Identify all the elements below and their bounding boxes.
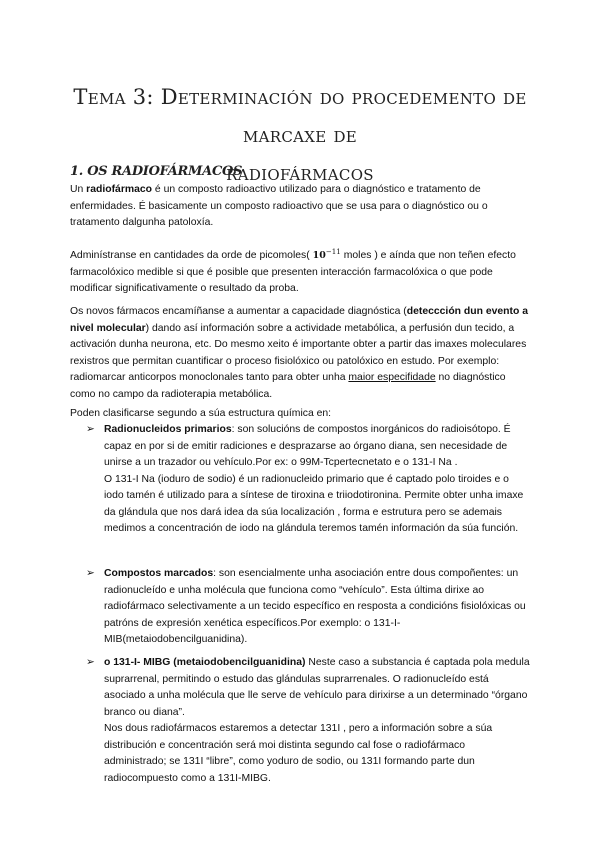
list-item-primary: ➢ Radionucleidos primarios: son solucións de compostos inorgánicos do radioisótopo. É capaz en por si de emitir radiciones e desprazarse ao órgano diana, sen necesidade de unirse a un trazador ou vehículo.Por ex: o 99M-Tcpertecnetato e o 131-I Na . O 131-I Na (ioduro de sodio) é un radionucleido primario que é captado polo tiroides e o iodo tamén é utilizado para a síntese de tiroxina e triiodotironina. Permite obter unha imaxe da glándula que nos dará idea da súa localización , forma e estrutura pero se ademais medimos a concentración de iodo na glándula teremos tamén información da súa función. (86, 424, 524, 534)
paragraph-definition: Un radiofármaco é un composto radioactivo utilizado para o diagnóstico e tratamento de enfermidades. É basicamente un composto radioactivo que se usa para o diagnóstico ou o tratamento dalgunha patoloxía. (70, 184, 488, 228)
list-item-labelled: ➢ Compostos marcados: son esencialmente unha asociación entre dous compoñentes: un radionucleído e unha molécula que funciona como “vehículo”. Esta última dirixe ao radiofármaco selectivamente a un tecido específico en resposta a condicións fisiolóxicas ou patróns de expresión xenética específicos.Por exemplo: o 131-I- MIB(metaiodobencilguanidina). (86, 568, 526, 645)
paragraph-dosage: Adminístranse en cantidades da orde de picomoles( $10^{-11}$ moles ) e aínda que non teñen efecto farmacolóxico medible si que é posible que presenten interacción farmacolóxica o que pode modificar significativamente o resultado da proba. (70, 247, 516, 295)
math-expression: $10^{-11}$ (312, 247, 341, 262)
bold-phrase: deteccción dun evento a nivel molecular (70, 306, 528, 334)
arrow-bullet-icon: ➢ (86, 568, 95, 579)
list-item-mibg: ➢ o 131-I- MIBG (metaiodobencilguanidina) Neste caso a substancia é captada pola medula suprarrenal, permitindo o estudo das glándulas suprarrenales. O radionucleído está asociado a unha molécula que lle serve de vehículo para dirixirse a un determinado “órgano branco ou diana”. Nos dous radiofármacos estaremos a detectar 131I , pero a información sobre a súa distribución e concentración será moi distinta segundo cal fose o radiofármaco administrado; se 131I “libre”, como yoduro de sodio, ou 131I formando parte dun radiocompuesto como a 131I-MIBG. (86, 657, 530, 784)
title-line-2: radiofármacos (226, 161, 374, 185)
section-heading: 1. OS RADIOFÁRMACOS (70, 164, 243, 179)
bold-term: radiofármaco (86, 184, 153, 195)
paragraph-classification: Poden clasificarse segundo a súa estructura química en: (70, 408, 332, 419)
arrow-bullet-icon: ➢ (86, 424, 95, 435)
paragraph-new-drugs: Os novos fármacos encamíñanse a aumentar a capacidade diagnóstica (deteccción dun evento a nivel molecular) dando así información sobre a actividade metabólica, a perfusión dun tecido, a activación dunha neurona, etc. Do mesmo xeito é importante obter a partir das imaxes moleculares rexistros que permitan cuantificar o proceso fisiolóxico ou patolóxico en estudo. Por exemplo: radiomarcar anticorpos monoclonales tanto para obter unha maior especifidade no diagnóstico como no campo da radioterapia metabólica. (70, 306, 528, 400)
title-line-1: Tema 3: Determinación do procedemento de marcaxe de (73, 85, 527, 147)
underlined-phrase: maior especifidade (348, 372, 436, 383)
arrow-bullet-icon: ➢ (86, 657, 95, 668)
